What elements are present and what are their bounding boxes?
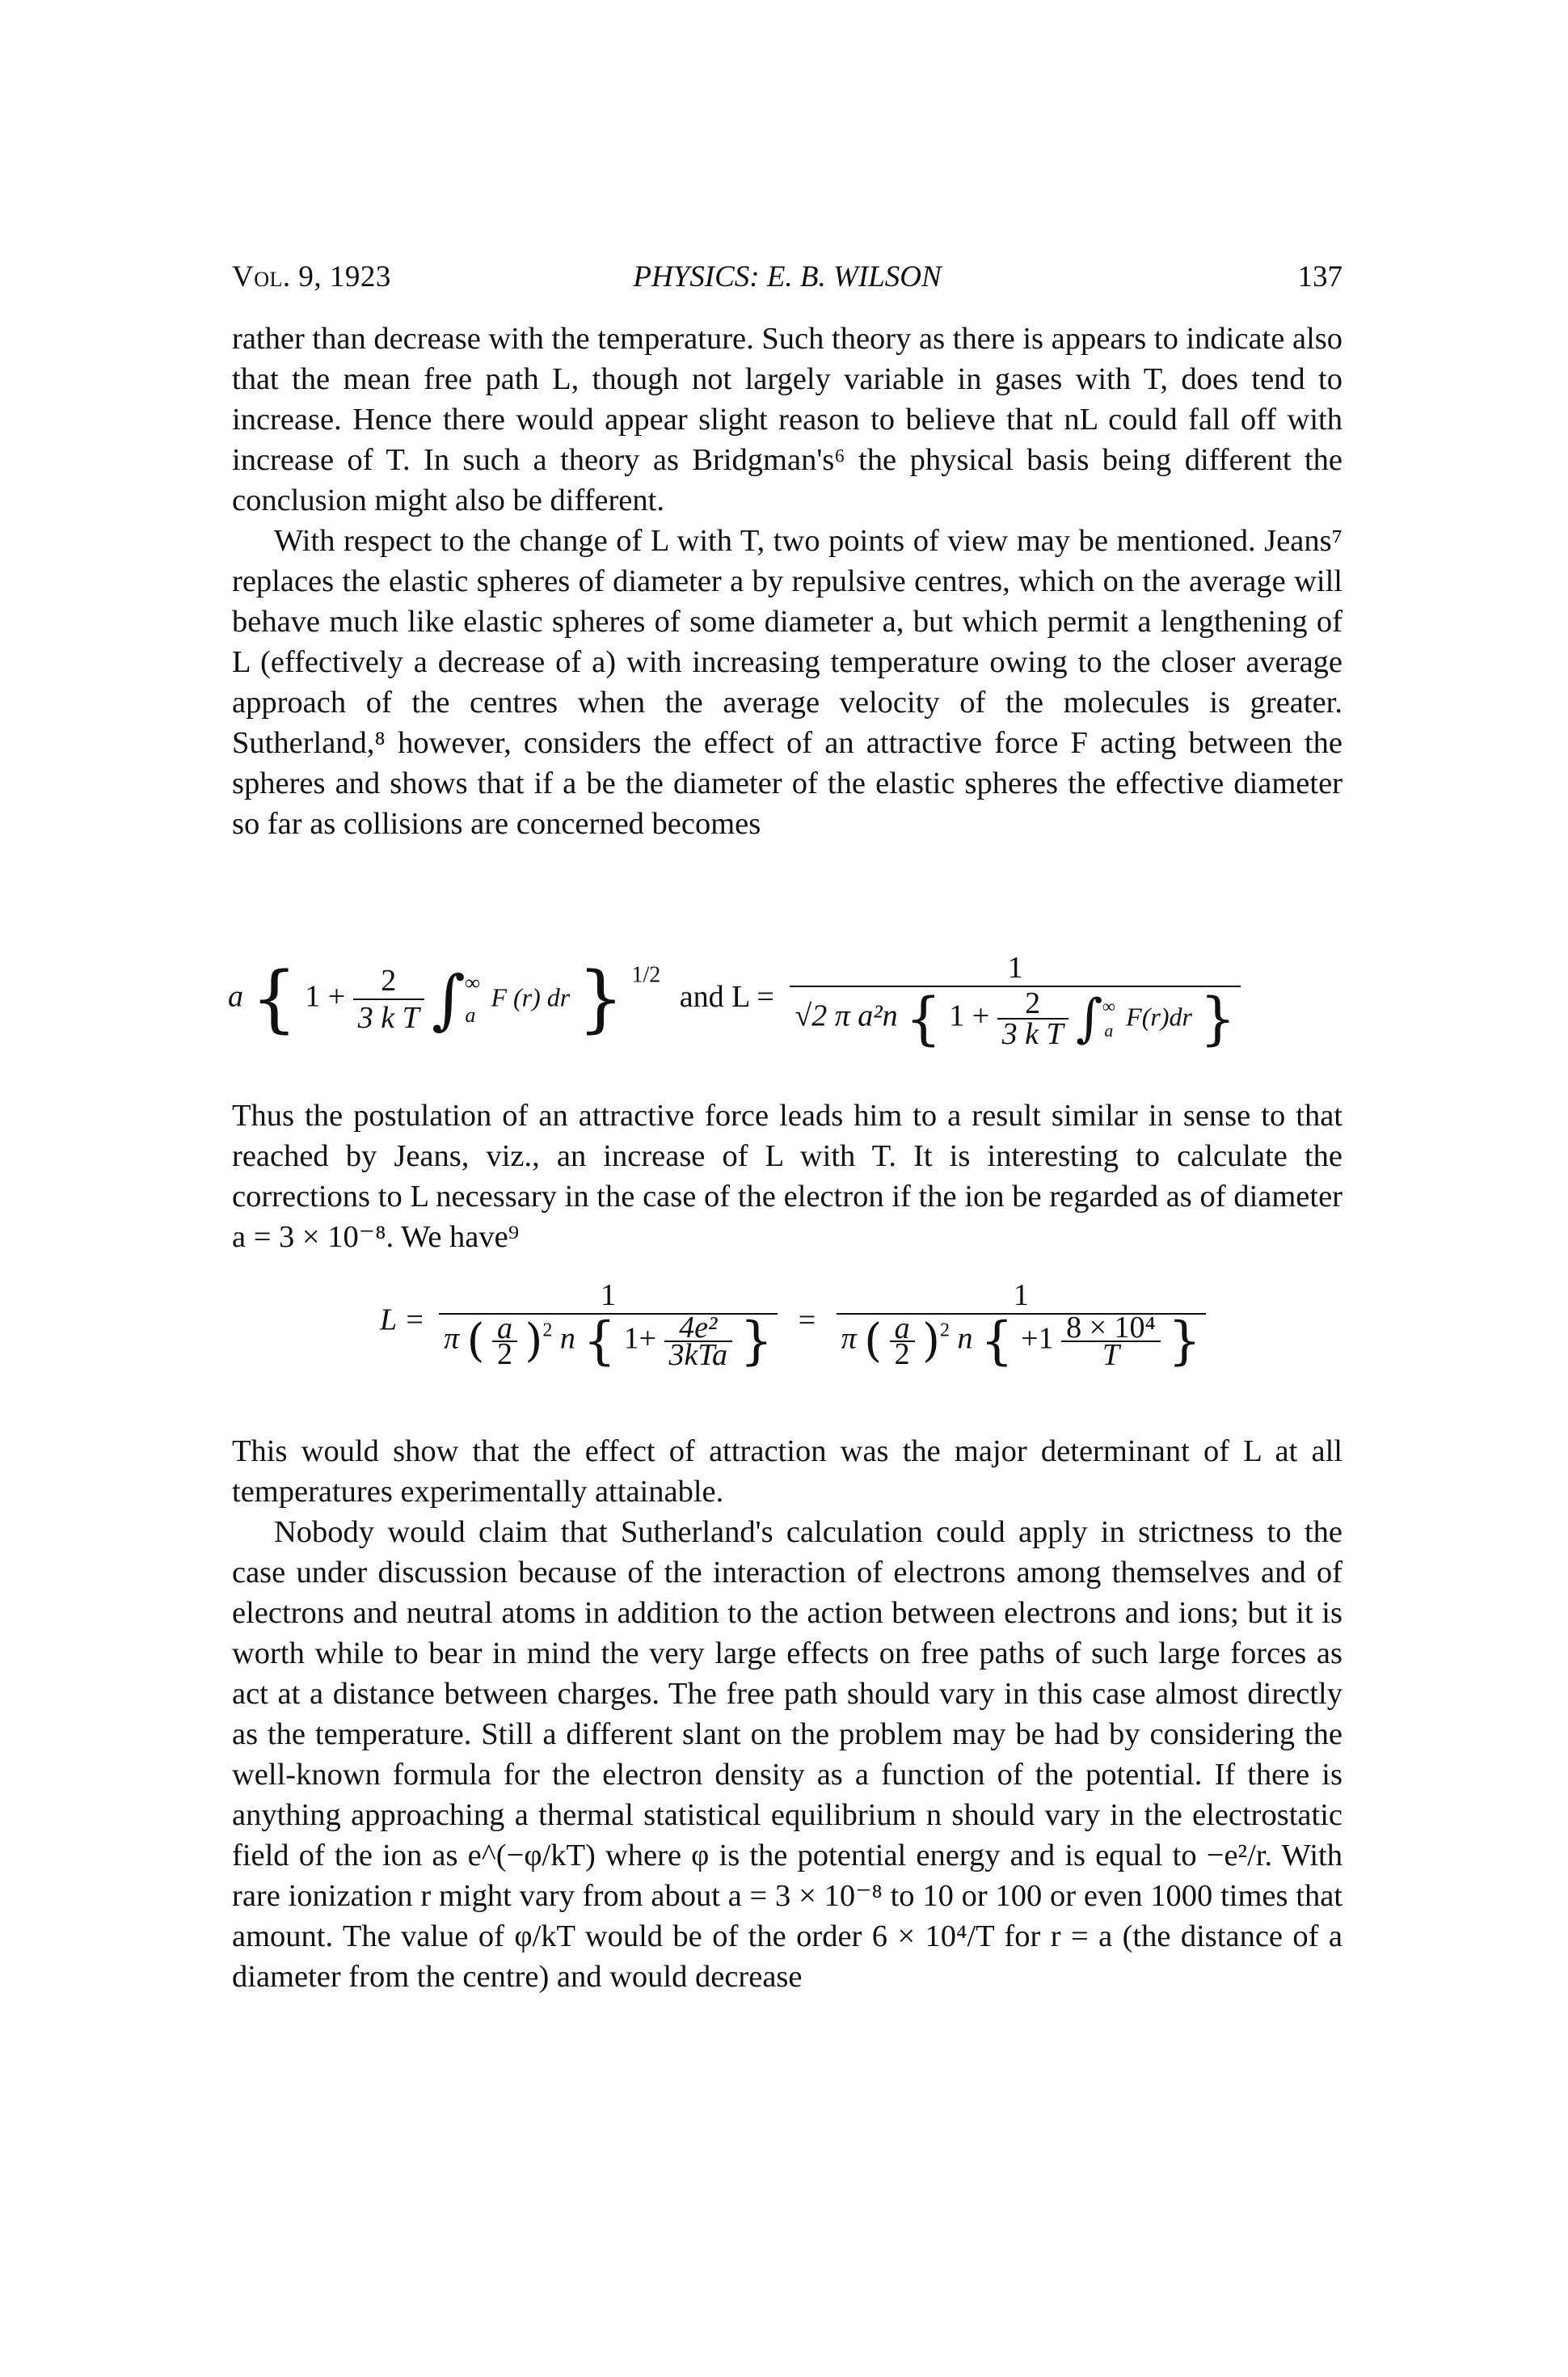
eq2-n-2: n bbox=[957, 1321, 973, 1356]
eq2-lbrace-2: { bbox=[980, 1311, 1014, 1371]
eq1-exponent: 1/2 bbox=[631, 962, 661, 988]
paragraph-3: Thus the postulation of an attractive force leads him to a result similar in sense to that reached by Jeans, viz., an increase of L with T. It is interesting to calculate the corrections to L necessary in the case of the electron if the ion be regarded as of diameter a = 3 × 10⁻⁸. We have⁹ bbox=[232, 1099, 1342, 1254]
eq1-rhs-num: 1 bbox=[1007, 951, 1023, 985]
eq2-sq-1: 2 bbox=[542, 1319, 553, 1341]
eq1-upper-limit: ∞ bbox=[465, 971, 480, 994]
eq1-plus: + bbox=[327, 979, 346, 1014]
eq2-lbrace-1: { bbox=[583, 1311, 617, 1371]
eq2-a-b: a bbox=[894, 1311, 910, 1345]
eq2-den-2 bbox=[837, 1311, 1206, 1372]
eq1-lower-limit: a bbox=[465, 1003, 476, 1027]
eq2-a-over-2 bbox=[492, 1311, 517, 1371]
eq1-left-brace: { bbox=[251, 956, 297, 1041]
eq2-inner-num: 4e² bbox=[679, 1311, 718, 1345]
eq2-inner-frac-2 bbox=[1061, 1311, 1161, 1372]
eq2-rparen-2: ) bbox=[922, 1315, 940, 1367]
eq1-rhs-fraction bbox=[790, 950, 1241, 1052]
text-block-1 bbox=[232, 319, 1342, 844]
eq1-rhs-plus: + bbox=[972, 999, 990, 1033]
eq1-a: a bbox=[228, 979, 243, 1014]
eq1-rhs-prefix: √2 π a²n bbox=[795, 999, 898, 1033]
eq1-rhs-one: 1 bbox=[949, 999, 965, 1033]
eq1-frac-den: 3 k T bbox=[353, 999, 424, 1036]
eq2-n-1: n bbox=[559, 1321, 575, 1356]
eq2-rbrace-1: } bbox=[740, 1311, 773, 1371]
eq2-a: a bbox=[497, 1311, 512, 1345]
eq1-rhs-inner-frac bbox=[997, 986, 1069, 1051]
eq2-one-plus: 1+ bbox=[623, 1321, 657, 1356]
eq2-inner-frac bbox=[664, 1311, 733, 1372]
text-block-3 bbox=[232, 1431, 1342, 1997]
eq1-integral-sign: ∫ bbox=[432, 961, 466, 1037]
running-title: PHYSICS: E. B. WILSON bbox=[633, 260, 942, 293]
running-header bbox=[232, 257, 1342, 298]
eq2-L-eq: L = bbox=[380, 1302, 425, 1337]
eq2-pi-1: π bbox=[444, 1321, 460, 1356]
eq1-rhs-upper: ∞ bbox=[1102, 996, 1115, 1016]
page-number: 137 bbox=[1297, 260, 1342, 293]
eq1-one: 1 bbox=[305, 979, 321, 1014]
eq1-rhs-limits bbox=[1102, 994, 1115, 1043]
paragraph-4: This would show that the effect of attraction was the major determinant of L at all temperatures experimentally attainable. bbox=[232, 1434, 1342, 1509]
eq1-integral-limits bbox=[465, 967, 480, 1032]
eq1-frac-num: 2 bbox=[381, 964, 397, 998]
eq2-inner-den: 3kTa bbox=[664, 1340, 733, 1368]
eq1-rhs-inner-num: 2 bbox=[1025, 986, 1041, 1020]
eq2-rparen-1: ) bbox=[525, 1315, 543, 1367]
eq1-rhs-inner-den: 3 k T bbox=[997, 1018, 1069, 1049]
eq2-equals: = bbox=[798, 1302, 816, 1337]
eq1-rhs-lower: a bbox=[1104, 1020, 1114, 1041]
eq2-rbrace-2: } bbox=[1168, 1311, 1202, 1371]
equation-mean-free-path bbox=[380, 1277, 1293, 1399]
eq2-inner-den-2: T bbox=[1061, 1340, 1161, 1368]
eq1-rhs-right-brace: } bbox=[1199, 986, 1236, 1052]
eq1-rhs-integrand: F(r)dr bbox=[1126, 1002, 1192, 1032]
eq2-fraction-2 bbox=[837, 1277, 1206, 1372]
eq2-lparen-2: ( bbox=[864, 1315, 883, 1367]
eq2-lparen-1: ( bbox=[466, 1315, 485, 1367]
eq2-den-1 bbox=[439, 1311, 778, 1372]
eq2-fraction-1 bbox=[439, 1277, 778, 1372]
eq2-two-b: 2 bbox=[890, 1340, 915, 1366]
eq2-num-2: 1 bbox=[1013, 1278, 1029, 1312]
eq2-two: 2 bbox=[492, 1340, 517, 1366]
eq1-fraction bbox=[353, 963, 424, 1036]
paragraph-1: rather than decrease with the temperature. Such theory as there is appears to indicate also that the mean free path L, though not largely variable in gases with T, does tend to increase. Hence there would appear slight reason to believe that nL could fall off with increase of T. In such a theory as Bridgman's⁶ the physical basis being different the conclusion might also be different. bbox=[232, 322, 1342, 517]
equation-effective-diameter bbox=[228, 950, 1343, 1063]
eq2-a-over-2-b bbox=[890, 1311, 915, 1371]
eq1-rhs-den bbox=[790, 986, 1241, 1052]
eq1-integrand: F (r) dr bbox=[491, 982, 571, 1012]
eq1-right-brace: } bbox=[577, 956, 624, 1041]
volume-label: Vol. 9, 1923 bbox=[232, 260, 391, 293]
eq2-sq-2: 2 bbox=[939, 1319, 950, 1341]
paragraph-5: Nobody would claim that Sutherland's calculation could apply in strictness to the case under discussion because of the interaction of electrons among themselves and of electrons and neutral atoms in addition to the action between electrons and ions; but it is worth while to bear in mind the very large effects on free paths of such large forces as act at a distance between charges. The free path should vary in this case almost directly as the temperature. Still a different slant on the problem may be had by considering the well-known formula for the electron density as a function of the potential. If there is anything approaching a thermal statistical equilibrium n should vary in the electrostatic field of the ion as e^(−φ/kT) where φ is the potential energy and is equal to −e²/r. With rare ionization r might vary from about a = 3 × 10⁻⁸ to 10 or 100 or even 1000 times that amount. The value of φ/kT would be of the order 6 × 10⁴/T for r = a (the distance of a diameter from the centre) and would decrease bbox=[232, 1515, 1342, 1994]
eq2-num-1: 1 bbox=[601, 1278, 617, 1312]
eq1-rhs-integral-sign: ∫ bbox=[1076, 989, 1103, 1049]
eq2-inner-num-2: 8 × 10⁴ bbox=[1066, 1311, 1156, 1345]
text-block-2 bbox=[232, 1096, 1342, 1257]
eq2-plus-one: +1 bbox=[1021, 1321, 1054, 1356]
eq1-and-L: and L = bbox=[679, 979, 774, 1014]
eq2-pi-2: π bbox=[841, 1321, 857, 1356]
paragraph-2: With respect to the change of L with T, two points of view may be mentioned. Jeans⁷ replaces the elastic spheres of diameter a by repulsive centres, which on the average will behave much like elastic spheres of some diameter a, but which permit a lengthening of L (effectively a decrease of a) with increasing temperature owing to the closer average approach of the centres when the average velocity of the molecules is greater. Sutherland,⁸ however, considers the effect of an attractive force F acting between the spheres and shows that if a be the diameter of the elastic spheres the effective diameter so far as collisions are concerned becomes bbox=[232, 524, 1342, 841]
eq1-rhs-left-brace: { bbox=[905, 986, 942, 1052]
